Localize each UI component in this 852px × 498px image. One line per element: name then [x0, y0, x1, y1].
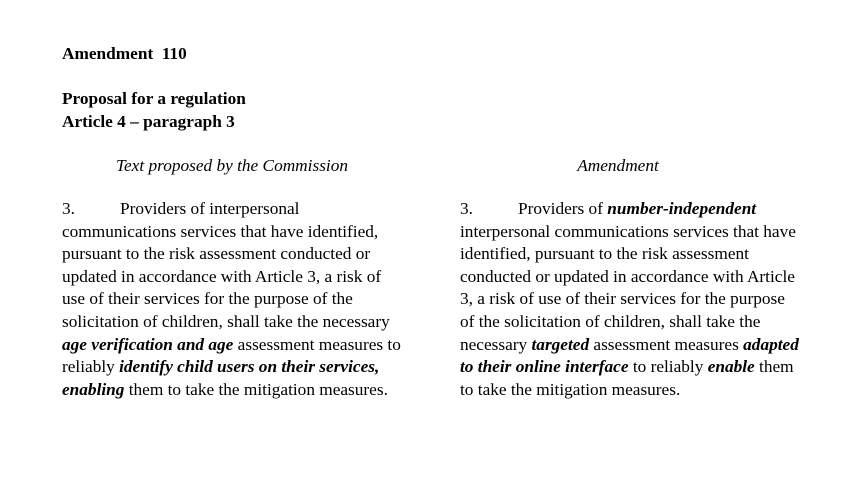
text-segment: Providers of	[518, 199, 608, 218]
paragraph-number: 3.	[62, 199, 75, 218]
amendment-heading: Amendment	[577, 156, 659, 175]
deleted-text: age verification and age	[62, 334, 234, 354]
added-text: number-independent	[607, 199, 757, 218]
commission-text-paragraph	[62, 198, 402, 401]
commission-text-heading: Text proposed by the Commission	[115, 156, 348, 175]
amendment-title	[62, 43, 187, 66]
text-segment: assessment measures	[589, 334, 744, 354]
proposal-reference	[62, 88, 246, 133]
proposal-type: Proposal for a regulation	[62, 89, 246, 108]
text-segment: them to take the mitigation measures.	[124, 379, 388, 399]
paragraph-number: 3.	[460, 199, 473, 218]
amendment-number: 110	[161, 44, 187, 63]
added-text: adapted to their online interface	[460, 334, 799, 377]
added-text: targeted	[531, 334, 590, 354]
deleted-text: identify child users on their services, enabling	[62, 357, 380, 399]
text-segment: assessment measures to reliably	[62, 334, 401, 377]
text-segment: interpersonal communications services that have identified, pursuant to the risk assessment conducted or updated in accordance with Article 3, a risk of use of their services for the purpose of the solicitation of children, shall take the necessary	[460, 221, 796, 354]
text-segment: Providers of interpersonal communications services that have identified, pursuant to the risk assessment conducted or updated in accordance with Article 3, a risk of use of their services for the purpose of the solicitation of children, shall take the necessary	[62, 199, 390, 331]
amendment-text-paragraph	[460, 198, 802, 401]
added-text: enable	[707, 357, 755, 377]
article-reference: Article 4 – paragraph 3	[62, 111, 235, 131]
text-segment: them to take the mitigation measures.	[460, 357, 794, 399]
amendment-label: Amendment	[62, 44, 154, 63]
text-segment: to reliably	[628, 357, 708, 377]
